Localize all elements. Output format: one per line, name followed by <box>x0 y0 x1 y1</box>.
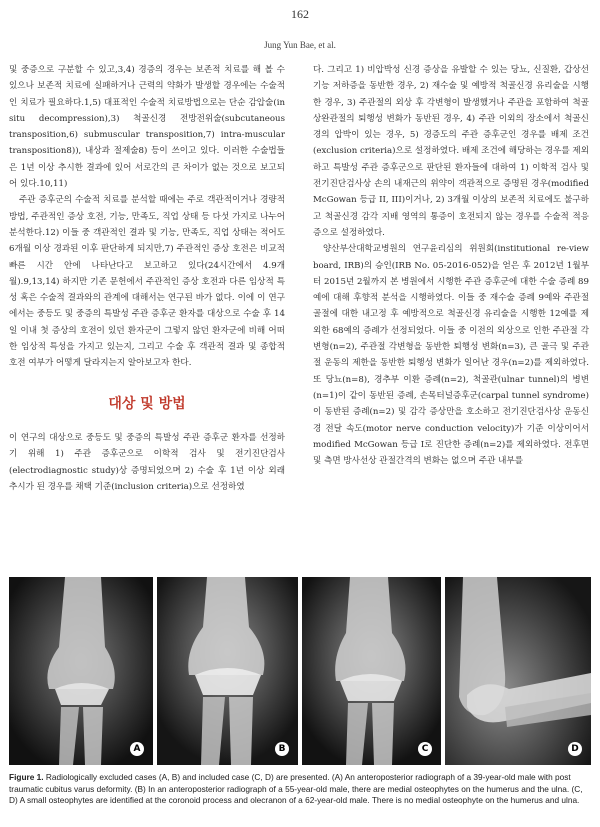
intro-paragraph-1: 및 중증으로 구분할 수 있고,3,4) 경증의 경우는 보존적 치료를 해 볼 수 있으나 보존적 치료에 실패하거나 근력의 약화가 발생할 경우에는 수술적인 치료가 필요하다.1,5) 대표적인 수술적 치료방법으로는 단순 감압술(in situ decompression),3) 척골신경 전방전위술(subcutaneous transposition,6) submuscular transposition,7) intra-muscular transposition8)), 내상과 절제술8) 등이 쓰이고 있다. 이러한 수술법들은 1년 이상 추시한 결과에 있어 서로간의 큰 차이가 없는 것으로 보고되어 있다.10,11) <box>9 65 285 190</box>
figure-1 <box>9 577 591 765</box>
intro-paragraph-2: 주관 증후군의 수술적 치료를 분석할 때에는 주로 객관적이거나 경량적 방법, 주관적인 증상 호전, 기능, 만족도, 직업 상태 등 다섯 가지로 나누어 분석한다.12) 이들 중 객관적인 결과 및 기능, 만족도, 직업 상태는 적어도 6개월 이상 경과된 이후 판단하게 되지만,7) 주관적인 증상 호전은 비교적 빠른 시간 안에 나타난다고 보고하고 있다(24시간에서 4.9개월).9,13,14) 하지만 기존 문헌에서 주관적인 증상 호전과 다른 임상적 특성 혹은 수술적 결과와의 관계에 대해서는 연구된 바가 없다. 이에 이 연구에서는 중등도 및 중증의 특발성 주관 증후군 환자를 대상으로 수술 후 14일 이내 첫 증상의 호전이 있던 환자군이 그렇지 않던 환자군에 비해 어떠한 임상적 특성을 가지고 있는지, 그리고 수술 후 객관적 결과 및 종합적 호전 여부가 어떻게 달라지는지 알아보고자 한다. <box>9 195 285 369</box>
xray-lateral-elbow-d <box>445 577 591 765</box>
radiograph-panel-b <box>157 577 298 765</box>
panel-label-d: D <box>568 742 582 756</box>
methods-paragraph-1: 이 연구의 대상으로 중등도 및 중증의 특발성 주관 증후군 환자를 선정하기 위해 1) 주관 증후군으로 이학적 검사 및 전기진단검사(electrodiagnostic study)상 증명되었으며 2) 수술 후 1년 이상 외래 추시가 된 경우를 채택 기준(inclusion criteria)으로 선정하였 <box>9 432 285 492</box>
radiograph-panel-c <box>302 577 441 765</box>
radiograph-panel-a <box>9 577 153 765</box>
xray-ap-elbow-c <box>302 577 441 765</box>
figure-caption-label: Figure 1. <box>9 772 44 782</box>
panel-label-c: C <box>418 742 432 756</box>
methods-paragraph-3: 양산부산대학교병원의 연구윤리심의 위원회(institutional re-view board, IRB)의 승인(IRB No. 05-2016-052)을 얻은 후 2012년 1월부터 2015년 2월까지 본 병원에서 시행한 주관 증후군에 대한 수술 증례 89예에 대해 후향적 분석을 시행하였다. 이들 중 재수술 증례 9예와 주관절 골절에 대한 내고정 후 예방적으로 척골신경 유리술을 시행한 12예를 제외한 68예의 증례가 선정되었다. 이들 중 이전의 외상으로 인한 주관절 각변형(n=2), 주관절 각변형을 동반한 퇴행성 변화(n=3), 큰 골극 및 주관절 운동의 제한을 동반한 퇴행성 변화가 일어난 경우(n=2)를 제외하였다. 또 당뇨(n=8), 경추부 이환 증례(n=2), 척골관(ulnar tunnel)의 병변(n=1)이 같이 동반된 증례, 손목터널증후군(carpal tunnel syndrome)이 동반된 증례(n=2) 및 감각 증상만을 호소하고 전기진단검사상 운동신경 전달 속도(motor nerve conduction velocity)가 기준 이상이어서 modified McGowan 등급 I로 진단한 증례(n=2)를 제외하였다. 전후면 및 측면 방사선상 관절간격의 변화는 없으며 주관 내부를 <box>313 244 589 467</box>
figure-caption <box>9 772 591 807</box>
left-column <box>9 62 285 495</box>
panel-label-b: B <box>275 742 289 756</box>
right-column <box>313 62 589 469</box>
section-heading-methods: 대상 및 방법 <box>108 395 186 412</box>
running-head: Jung Yun Bae, et al. <box>264 40 336 50</box>
panel-label-a: A <box>130 742 144 756</box>
page-number: 162 <box>291 7 309 21</box>
methods-paragraph-2: 다. 그리고 1) 비압박성 신경 증상을 유발할 수 있는 당뇨, 신질환, 갑상선 기능 저하증을 동반한 경우, 2) 재수술 및 예방적 척골신경 유리술을 시행한 경우, 3) 주관절의 외상 후 각변형이 발생했거나 주관을 포함하여 척골 상완관절의 퇴행성 변화가 동반된 경우, 4) 주관 이외의 장소에서 척골신경의 압박이 있는 경우, 5) 경증도의 주관 증후군인 경우를 배제 조건(exclusion criteria)으로 설정하였다. 배제 조건에 해당하는 경우를 제외하고 특발성 주관 증후군으로 판단된 환자들에 대하여 1) 이학적 검사 및 전기진단검사상 손의 내재근의 위약이 객관적으로 증명된 경우(modified McGowan 등급 II, III)이거나, 2) 3개월 이상의 보존적 치료에도 불구하고 척골신경 감각 지배 영역의 통증이 호전되지 않는 경우를 수술적 적응증으로 설정하였다. <box>313 65 589 238</box>
radiograph-panel-d <box>445 577 591 765</box>
xray-ap-elbow-a <box>9 577 153 765</box>
figure-caption-text: Radiologically excluded cases (A, B) and included case (C, D) are presented. (A) An anteroposterior radiograph of a 39-year-old male with post traumatic cubitus varus deformity. (B) In an anteroposterior radiograph of a 55-year-old male, there are medial osteophytes on the humerus and the ulna. (C, D) A small osteophytes are identified at the coronoid process and olecranon of a 62-year-old male. There is no medial osteophyte on the humerus and ulna. <box>9 772 583 805</box>
xray-ap-elbow-b <box>157 577 298 765</box>
